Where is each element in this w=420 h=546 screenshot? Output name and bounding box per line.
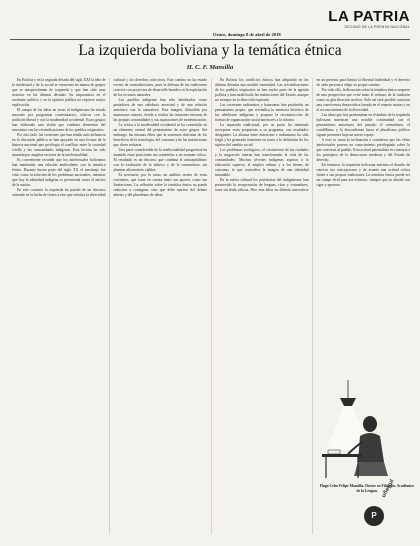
article-paragraph: Los pueblos indígenas han sido idealizados como portadores de una sabiduría ancestral y de una relación armónica con la naturaleza. Esta imagen, difundida por numerosos autores, tiende a ocultar las tensiones internas de las propias comunidades y sus aspiraciones de modernización. [113,98,208,122]
article-paragraph: Las ideas que hoy predominan en el ámbito de la izquierda boliviana muestran una notable continuidad con el pensamiento autoritario del pasado: el centralismo, el caudillismo y la desconfianza hacia el pluralismo político siguen presentes bajo un nuevo ropaje. [316,113,410,137]
article-paragraph: En la esfera cultural los partidarios del indigenismo han promovido la recuperación de lenguas, ritos y costumbres, tarea sin duda valiosa. Pero esta labor no debería convertirse en un pretexto para limitar la libertad individual y el derecho de cada persona a elegir su propio camino. [215,78,410,192]
article-paragraph: Los problemas ecológicos, el crecimiento de las ciudades y la migración interna han transformado la vida de las comunidades. Muchos jóvenes indígenas aspiran a la educación superior, al empleo urbano y a los bienes de consumo, lo que contradice la imagen de una identidad inmutable. [215,148,309,177]
article-paragraph: En este contexto la izquierda ha pasado de un discurso centrado en la lucha de clases a otro que enfatiza la diversidad cultural y los derechos colectivos. Este cambio no ha estado exento de contradicciones, pues la defensa de las tradiciones convive con proyectos de desarrollo basados en la explotación de los recursos naturales. [12,78,208,197]
article-paragraph: La izquierda tradicional, por su parte, ha intentado incorporar estas propuestas a su programa, con resultados desiguales. La alianza entre marxismo e indianismo ha sido frágil y ha generado tensiones en torno a la definición de los sujetos del cambio social. [215,123,309,147]
article-paragraph: Por todo ello, la discusión sobre la temática étnica requiere de una perspectiva que evite tanto el rechazo de la tradición como su glorificación acrítica. Solo así será posible construir una convivencia democrática basada en el respeto mutuo y en el reconocimiento de la diversidad. [316,88,411,112]
publisher-stamp: uñegul [381,478,396,499]
newspaper-subtitle: DECANO DE LA PRENSA NACIONAL [344,25,410,29]
author-credit: Hugo Celso Felipe Mansilla. Doctor en Filosofía. Académico de la Lengua. [319,484,415,493]
article-paragraph: El campo de las ideas en torno al indigenismo ha estado marcado por programas contestatarios, críticos con la tradición liberal y con la modernidad occidental. Estos grupos han elaborado una visión que combina elementos del marxismo con las reivindicaciones de los pueblos originarios. [12,108,106,132]
article-headline: La izquierda boliviana y la temática étnica [78,42,342,59]
author-logo-badge: P [364,506,384,526]
article-paragraph: A esto se suma la inclinación a considerar que las élites intelectuales poseen un conocimiento privilegiado sobre lo que conviene al pueblo. Esta actitud paternalista es contraria a los principios de la democracia moderna y del Estado de derecho. [316,138,410,162]
article-paragraph: Es conveniente recordar que los intelectuales bolivianos han mantenido una relación ambivalente con la temática étnica. Durante buena parte del siglo XX el mestizaje fue visto como la solución de los problemas nacionales, mientras que hoy la identidad indígena es presentada como el núcleo de la nación. [12,158,106,187]
editorial-cartoon [318,380,416,480]
article-paragraph: Las corrientes indianistas y katarianas han producido un pensamiento propio, que reivindica la memoria histórica de las rebeliones indígenas y propone la reconstrucción de formas de organización social anteriores a la colonia. [215,103,309,122]
article-paragraph: Una parte considerable de la intelectualidad progresista ha asumido estas posiciones sin someterlas a un examen crítico. El resultado es un discurso que combina el anticapitalismo con la exaltación de lo telúrico y de lo comunitario, sin plantear alternativas viables. [113,148,207,172]
article-paragraph: La crítica a la modernidad occidental se ha convertido en un elemento central del pensamiento de estos grupos. Sin embargo, las mismas élites que la sostienen disfrutan de los beneficios de la tecnología, del consumo y de las instituciones que dicen rechazar. [113,123,207,147]
newspaper-name: LA PATRIA [328,8,410,25]
article-byline: H. C. F. Mansilla [186,64,234,71]
article-paragraph: Es necesario, por lo tanto, un análisis sereno de estas corrientes, que tome en cuenta tanto sus aportes como sus limitaciones. La reflexión sobre la temática étnica no puede reducirse a consignas, sino que debe nutrirse del debate abierto y del pluralismo de ideas. [113,173,207,197]
masthead-rule [10,39,410,40]
article-paragraph: En resumen, la izquierda boliviana enfrenta el desafío de renovar sus concepciones y de asumir una actitud crítica frente a sus propias tradiciones. La temática étnica puede ser un campo fértil para ese esfuerzo, siempre que se aborde con rigor y apertura. [316,163,410,187]
article-paragraph: En Bolivia los conflictos étnicos han adquirido en las últimas décadas una notable intensidad. Las reivindicaciones de los pueblos originarios se han vuelto parte de la agenda política y han modificado las instituciones del Estado, aunque no siempre en la dirección esperada. [215,78,309,102]
masthead [10,8,410,38]
edition-date: Oruro, domingo 8 de abril de 2018 [213,32,281,37]
article-paragraph: Por otro lado, las corrientes que han tenido más influencia en la discusión pública se han apoyado en una lectura de la historia nacional que privilegia el conflicto entre la sociedad criolla y las comunidades indígenas. Esta lectura ha sido asumida por amplios sectores de la intelectualidad. [12,133,106,157]
article-paragraph: En Bolivia y en la segunda década del siglo XXI la idea de lo intelectual y de lo social se encuentra en manos de grupos que se autoproclaman de izquierda y que han sido muy notorios en las últimas décadas. Su importancia en el escenario político y en la opinión pública no requiere mayor explicación. [12,78,106,107]
